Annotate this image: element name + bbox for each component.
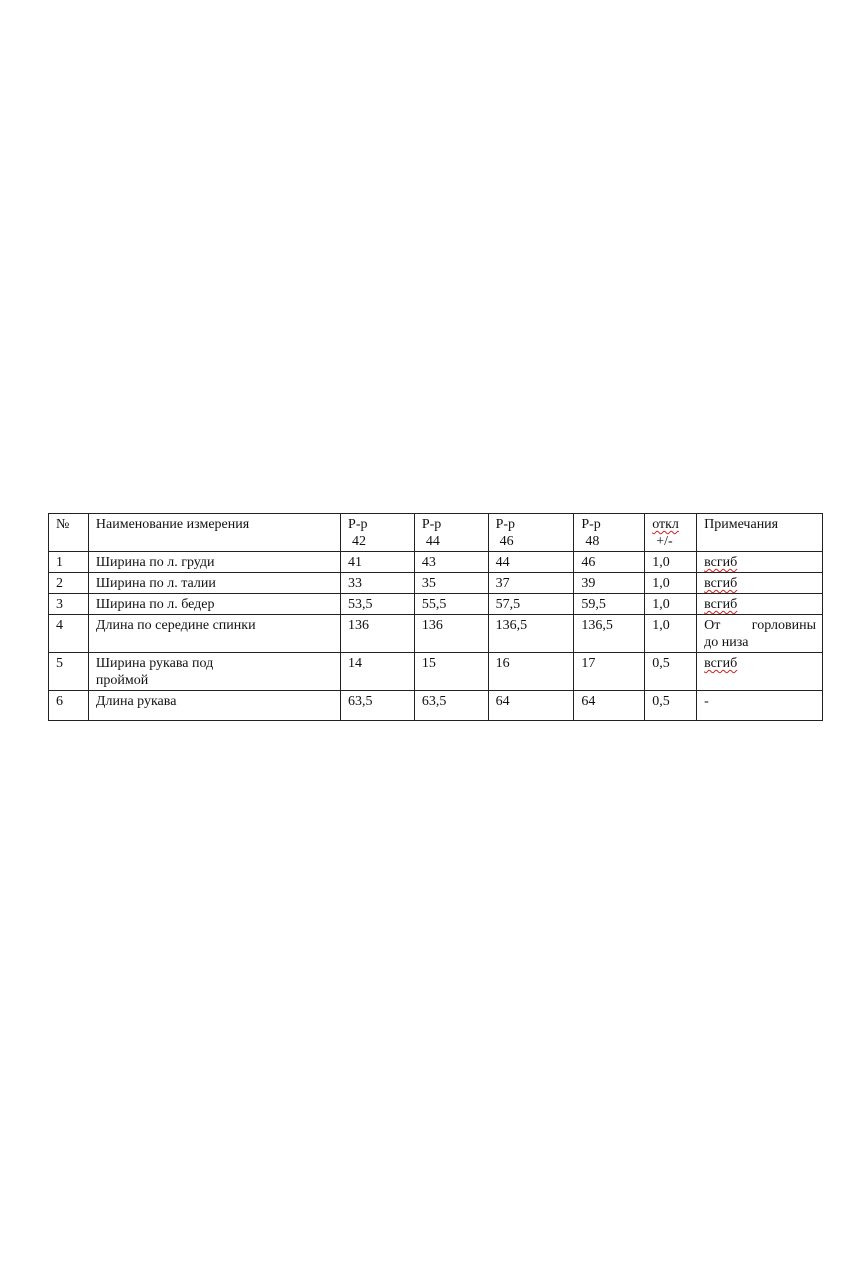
header-size-46 [488, 514, 574, 552]
row-name: Длина по середине спинки [88, 615, 340, 653]
header-size-42 [341, 514, 415, 552]
table-row [49, 653, 823, 691]
row-size-48: 59,5 [574, 594, 645, 615]
row-note [697, 594, 823, 615]
row-number: 1 [49, 552, 89, 573]
header-deviation-value: +/- [656, 534, 673, 549]
row-name-line: Ширина рукава под [95, 656, 214, 671]
row-size-42: 63,5 [341, 691, 415, 721]
row-number: 4 [49, 615, 89, 653]
row-note-line [704, 617, 816, 634]
header-size-value: 44 [425, 534, 440, 549]
header-size-label: Р-р [581, 517, 601, 532]
row-name: Ширина по л. груди [88, 552, 340, 573]
row-note [697, 653, 823, 691]
row-deviation: 1,0 [645, 615, 697, 653]
table-row [49, 552, 823, 573]
row-size-46: 37 [488, 573, 574, 594]
row-size-48: 17 [574, 653, 645, 691]
row-deviation: 0,5 [645, 653, 697, 691]
table-row [49, 615, 823, 653]
row-size-48: 46 [574, 552, 645, 573]
row-deviation: 1,0 [645, 594, 697, 615]
table-row [49, 691, 823, 721]
row-size-46: 57,5 [488, 594, 574, 615]
row-size-44: 43 [414, 552, 488, 573]
row-deviation: 1,0 [645, 552, 697, 573]
header-size-value: 46 [499, 534, 514, 549]
row-note-text: всгиб [704, 576, 738, 591]
row-note-line: до низа [704, 635, 749, 650]
header-deviation-label: откл [652, 517, 679, 532]
measurement-table [48, 513, 823, 721]
row-number: 3 [49, 594, 89, 615]
row-size-42: 136 [341, 615, 415, 653]
row-size-44: 35 [414, 573, 488, 594]
header-size-label: Р-р [421, 517, 442, 532]
row-size-48: 64 [574, 691, 645, 721]
table-row [49, 573, 823, 594]
row-size-44: 55,5 [414, 594, 488, 615]
header-size-label: Р-р [348, 517, 368, 532]
table-row [49, 594, 823, 615]
row-deviation: 1,0 [645, 573, 697, 594]
header-deviation [645, 514, 697, 552]
row-name-line: проймой [95, 673, 149, 688]
row-note-word: горловины [751, 618, 816, 633]
header-size-48 [574, 514, 645, 552]
row-size-42: 41 [341, 552, 415, 573]
row-size-46: 64 [488, 691, 574, 721]
row-size-46: 16 [488, 653, 574, 691]
row-note [697, 573, 823, 594]
row-note-text: всгиб [704, 597, 738, 612]
header-size-44 [414, 514, 488, 552]
header-size-value: 48 [585, 534, 600, 549]
row-name [88, 653, 340, 691]
row-name: Ширина по л. бедер [88, 594, 340, 615]
row-name: Длина рукава [88, 691, 340, 721]
row-size-44: 63,5 [414, 691, 488, 721]
row-size-42: 53,5 [341, 594, 415, 615]
row-note [697, 615, 823, 653]
row-note: - [697, 691, 823, 721]
header-notes: Примечания [697, 514, 823, 552]
row-name: Ширина по л. талии [88, 573, 340, 594]
table-header-row [49, 514, 823, 552]
row-size-44: 15 [414, 653, 488, 691]
row-size-42: 33 [341, 573, 415, 594]
row-deviation: 0,5 [645, 691, 697, 721]
header-size-label: Р-р [495, 517, 516, 532]
row-note-word: От [704, 618, 721, 633]
row-note-text: всгиб [704, 656, 738, 671]
row-size-42: 14 [341, 653, 415, 691]
header-number: № [49, 514, 89, 552]
row-number: 5 [49, 653, 89, 691]
row-note [697, 552, 823, 573]
row-number: 6 [49, 691, 89, 721]
header-measurement-name: Наименование измерения [88, 514, 340, 552]
row-size-48: 39 [574, 573, 645, 594]
row-size-48: 136,5 [574, 615, 645, 653]
row-size-46: 44 [488, 552, 574, 573]
header-size-value: 42 [352, 534, 367, 549]
row-size-46: 136,5 [488, 615, 574, 653]
row-number: 2 [49, 573, 89, 594]
row-note-text: всгиб [704, 555, 738, 570]
row-size-44: 136 [414, 615, 488, 653]
